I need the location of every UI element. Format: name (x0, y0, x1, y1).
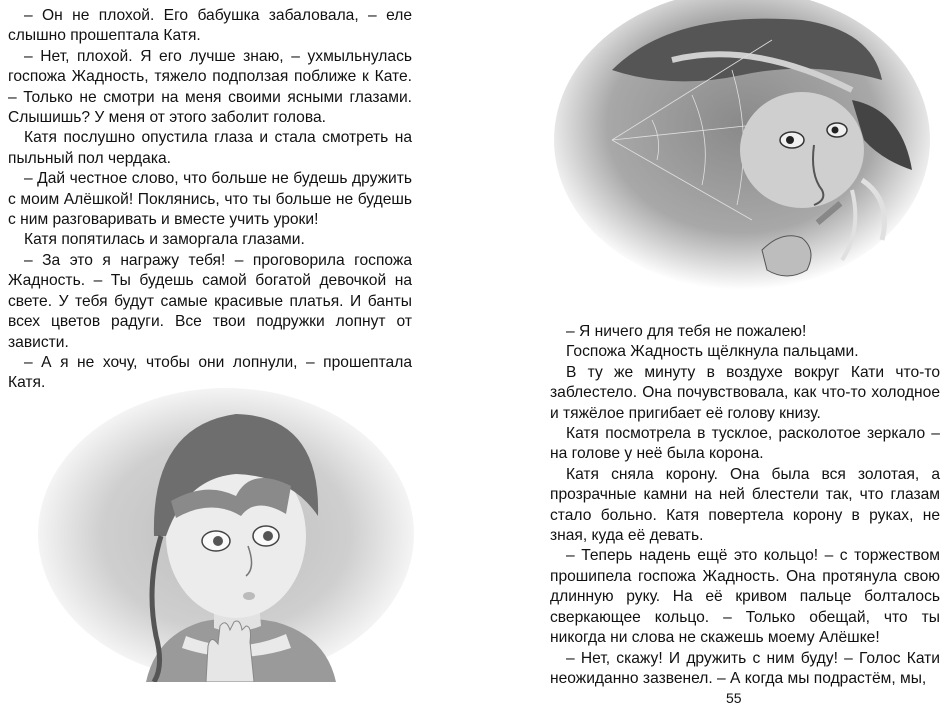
paragraph: Катя посмотрела в тусклое, расколотое зеркало – на голове у неё была корона. (550, 425, 940, 463)
paragraph: – Нет, скажу! И дружить с ним буду! – Голос Кати неожиданно зазвенел. – А когда мы подрастём, мы, (550, 649, 940, 687)
paragraph: – Дай честное слово, что больше не будешь дружить с моим Алёшкой! Поклянись, что ты больше не будешь с ним разговаривать и вместе учить уроки! (8, 170, 412, 229)
paragraph: – Нет, плохой. Я его лучше знаю, – ухмыльнулась госпожа Жадность, тяжело подползая поближе к Кате. – Только не смотри на меня своими ясными глазами. Слышишь? У меня от этого заболит голова. (8, 47, 412, 127)
paragraph: Катя сняла корону. Она была вся золотая, а прозрачные камни на ней блестели так, что глазам стало больно. Катя повертела корону в руках, не зная, куда её девать. (550, 465, 940, 545)
paragraph: Катя попятилась и заморгала глазами. (24, 231, 305, 249)
paragraph: – Теперь надень ещё это кольцо! – с торжеством прошипела госпожа Жадность. Она протянула свою длинную руку. На её кривом пальце болталось сверкающее кольцо. – Только обещай, что ты никогда ни слова не скажешь моему Алёшке! (550, 547, 940, 647)
right-page-text (550, 322, 940, 689)
paragraph: В ту же минуту в воздухе вокруг Кати что-то заблестело. Она почувствовала, как что-то холодное и тяжёлое пригибает её голову книзу. (550, 363, 940, 422)
paragraph: – Он не плохой. Его бабушка забаловала, – еле слышно прошептала Катя. (8, 7, 412, 45)
paragraph: – Я ничего для тебя не пожалею! (566, 323, 807, 340)
greed-illustration (552, 0, 932, 296)
paragraph: Катя послушно опустила глаза и стала смотреть на пыльный пол чердака. (8, 129, 412, 167)
right-page (472, 0, 944, 712)
paragraph: – За это я награжу тебя! – проговорила госпожа Жадность. – Ты будешь самой богатой девочкой на свете. У тебя будут самые красивые платья. И банты всех цветов радуги. Все твои подружки лопнут от зависти. (8, 251, 412, 351)
left-page-text (8, 6, 412, 394)
girl-illustration (36, 386, 416, 682)
paragraph: – А я не хочу, чтобы они лопнули, – прошептала Катя. (8, 353, 412, 392)
paragraph: Госпожа Жадность щёлкнула пальцами. (566, 343, 859, 361)
page-number: 55 (726, 690, 742, 706)
